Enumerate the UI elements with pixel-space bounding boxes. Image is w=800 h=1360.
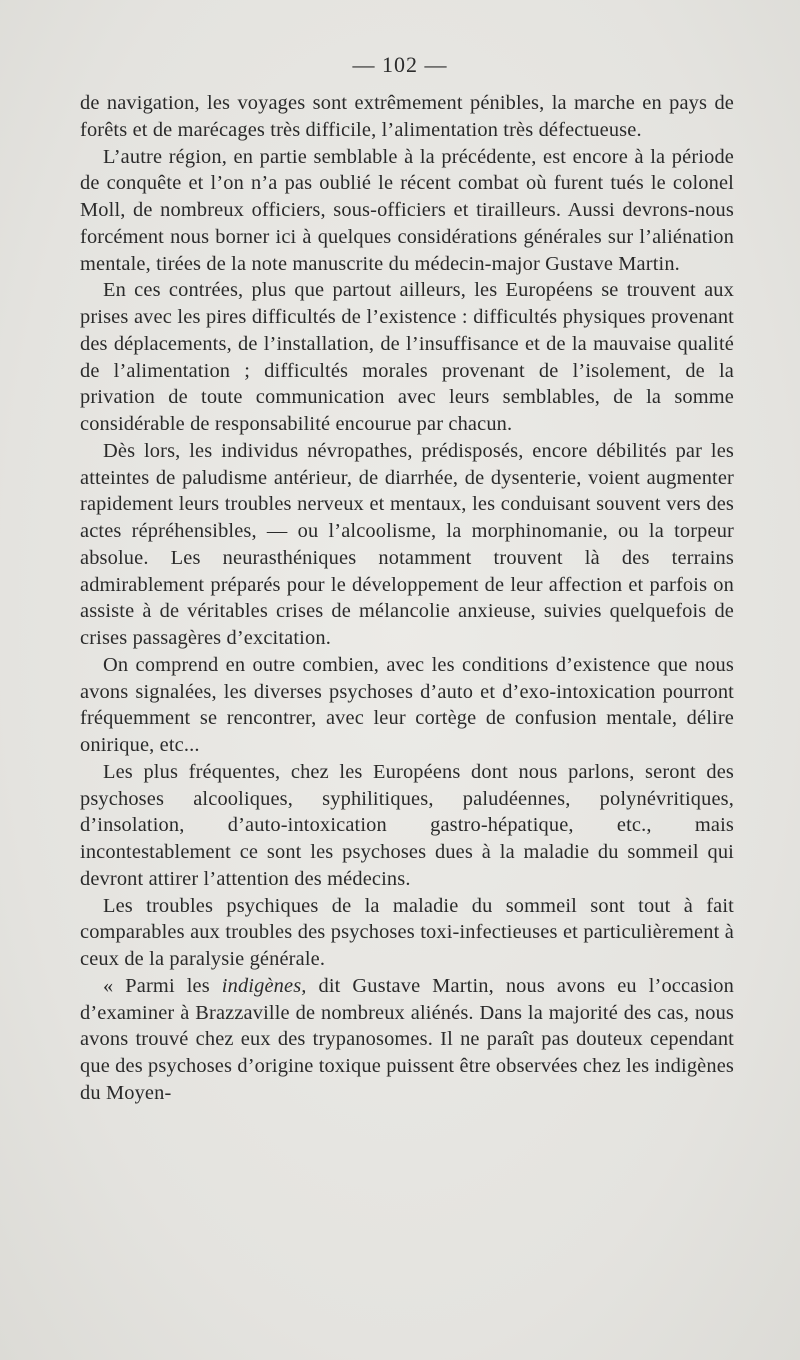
quote-continuation: dit Gustave Martin, nous avons eu l’occasion d’examiner à Brazzaville de nombreux aliénés. Dans la majorité des cas, nous avons trouvé chez eux des trypanosomes. Il ne paraît pas douteux cependant que des psychoses d’origine toxique puissent être observées chez les indigènes du Moyen-	[80, 974, 734, 1104]
paragraph-6: Les plus fréquentes, chez les Européens dont nous parlons, seront des psychoses alcooliques, syphilitiques, paludéennes, polynévritiques, d’insolation, d’auto-intoxication gastro-hépatique, etc., mais incontestablement ce sont les psychoses dues à la maladie du sommeil qui devront attirer l’attention des médecins.	[80, 760, 734, 890]
body-text	[80, 90, 734, 1107]
paragraph-8	[80, 973, 734, 1107]
paragraph-7: Les troubles psychiques de la maladie du sommeil sont tout à fait comparables aux troubles des psychoses toxi-infectieuses et particulièrement à ceux de la paralysie générale.	[80, 894, 734, 970]
quote-prefix: « Parmi les	[103, 974, 222, 997]
paragraph-5: On comprend en outre combien, avec les conditions d’existence que nous avons signalées, les diverses psychoses d’auto et d’exo-intoxication pourront fréquemment se rencontrer, avec leur cortège de confusion mentale, délire onirique, etc...	[80, 653, 734, 756]
paragraph-4: Dès lors, les individus névropathes, prédisposés, encore débilités par les atteintes de paludisme antérieur, de diarrhée, de dysenterie, voient augmenter rapidement leurs troubles nerveux et mentaux, les conduisant souvent vers des actes répréhensibles, — ou l’alcoolisme, la morphinomanie, ou la torpeur absolue. Les neurasthéniques notamment trouvent là des terrains admirablement préparés pour le développement de leur affection et parfois on assiste à de véritables crises de mélancolie anxieuse, suivies quelquefois de crises passagères d’excitation.	[80, 439, 734, 649]
paragraph-3: En ces contrées, plus que partout ailleurs, les Européens se trouvent aux prises avec les pires difficultés de l’existence : difficultés physiques provenant des déplacements, de l’installation, de l’insuffisance et de la mauvaise qualité de l’alimentation ; difficultés morales provenant de l’isolement, de la privation de toute communication avec leurs semblables, de la somme considérable de responsabilité encourue par chacun.	[80, 279, 734, 435]
emphasis-indigenes: indigènes,	[221, 974, 307, 997]
paragraph-1: de navigation, les voyages sont extrêmement pénibles, la marche en pays de forêts et de marécages très difficile, l’alimentation très défectueuse.	[80, 92, 734, 141]
paragraph-2: L’autre région, en partie semblable à la précédente, est encore à la période de conquête et l’on n’a pas oublié le récent combat où furent tués le colonel Moll, de nombreux officiers, sous-officiers et tirailleurs. Aussi devrons-nous forcément nous borner ici à quelques considérations générales sur l’aliénation mentale, tirées de la note manuscrite du médecin-major Gustave Martin.	[80, 145, 734, 275]
page-number: — 102 —	[352, 52, 448, 77]
